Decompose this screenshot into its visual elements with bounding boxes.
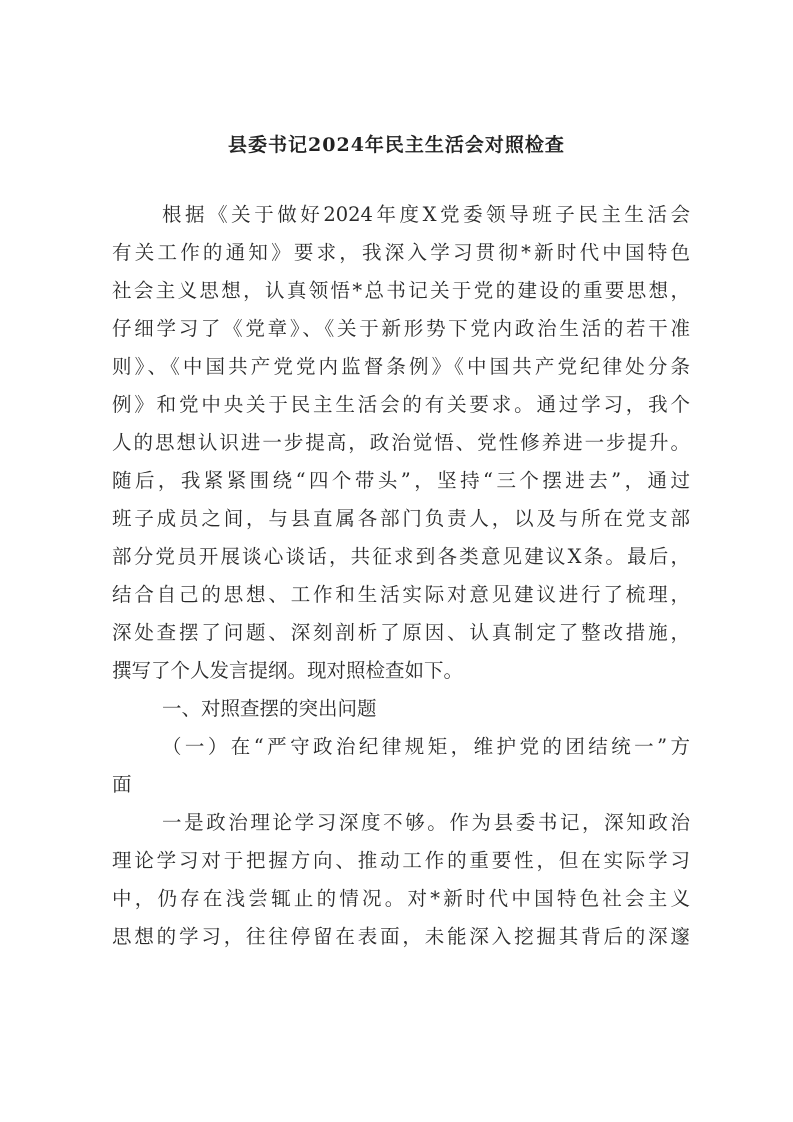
paragraph-line: 例》和党中央关于民主生活会的有关要求。通过学习，我个 [112, 393, 690, 416]
paragraph-line: 部分党员开展谈心谈话，共征求到各类意见建议X条。最后， [112, 545, 690, 568]
paragraph-line: 结合自己的思想、工作和生活实际对意见建议进行了梳理， [112, 583, 690, 606]
paragraph-line: 人的思想认识进一步提高，政治觉悟、党性修养进一步提升。 [112, 431, 690, 454]
paragraph-line: 有关工作的通知》要求，我深入学习贯彻*新时代中国特色 [112, 241, 690, 264]
subsection-heading-continued: 面 [112, 773, 132, 796]
paragraph-line: 根据《关于做好2024年度X党委领导班子民主生活会 [162, 203, 690, 226]
paragraph-line: 仔细学习了《党章》、《关于新形势下党内政治生活的若干准 [112, 317, 690, 340]
paragraph-line: 班子成员之间，与县直属各部门负责人，以及与所在党支部 [112, 507, 690, 530]
section-heading: 一、对照查摆的突出问题 [162, 697, 377, 720]
paragraph-line: 深处查摆了问题、深刻剖析了原因、认真制定了整改措施， [112, 621, 690, 644]
paragraph-line: 则》、《中国共产党党内监督条例》《中国共产党纪律处分条 [112, 355, 690, 378]
paragraph-line: 社会主义思想，认真领悟*总书记关于党的建设的重要思想， [112, 279, 690, 302]
paragraph-line: 一是政治理论学习深度不够。作为县委书记，深知政治 [162, 811, 690, 834]
document-title: 县委书记2024年民主生活会对照检查 [228, 134, 565, 156]
paragraph-line: 理论学习对于把握方向、推动工作的重要性，但在实际学习 [112, 849, 690, 872]
paragraph-line: 撰写了个人发言提纲。现对照检查如下。 [112, 659, 464, 682]
paragraph-line: 中，仍存在浅尝辄止的情况。对*新时代中国特色社会主义 [112, 887, 690, 910]
paragraph-line: 思想的学习，往往停留在表面，未能深入挖掘其背后的深邃 [112, 925, 690, 948]
subsection-heading: （一）在“严守政治纪律规矩，维护党的团结统一”方 [162, 735, 690, 758]
paragraph-line: 随后，我紧紧围绕“四个带头”，坚持“三个摆进去”，通过 [112, 469, 690, 492]
